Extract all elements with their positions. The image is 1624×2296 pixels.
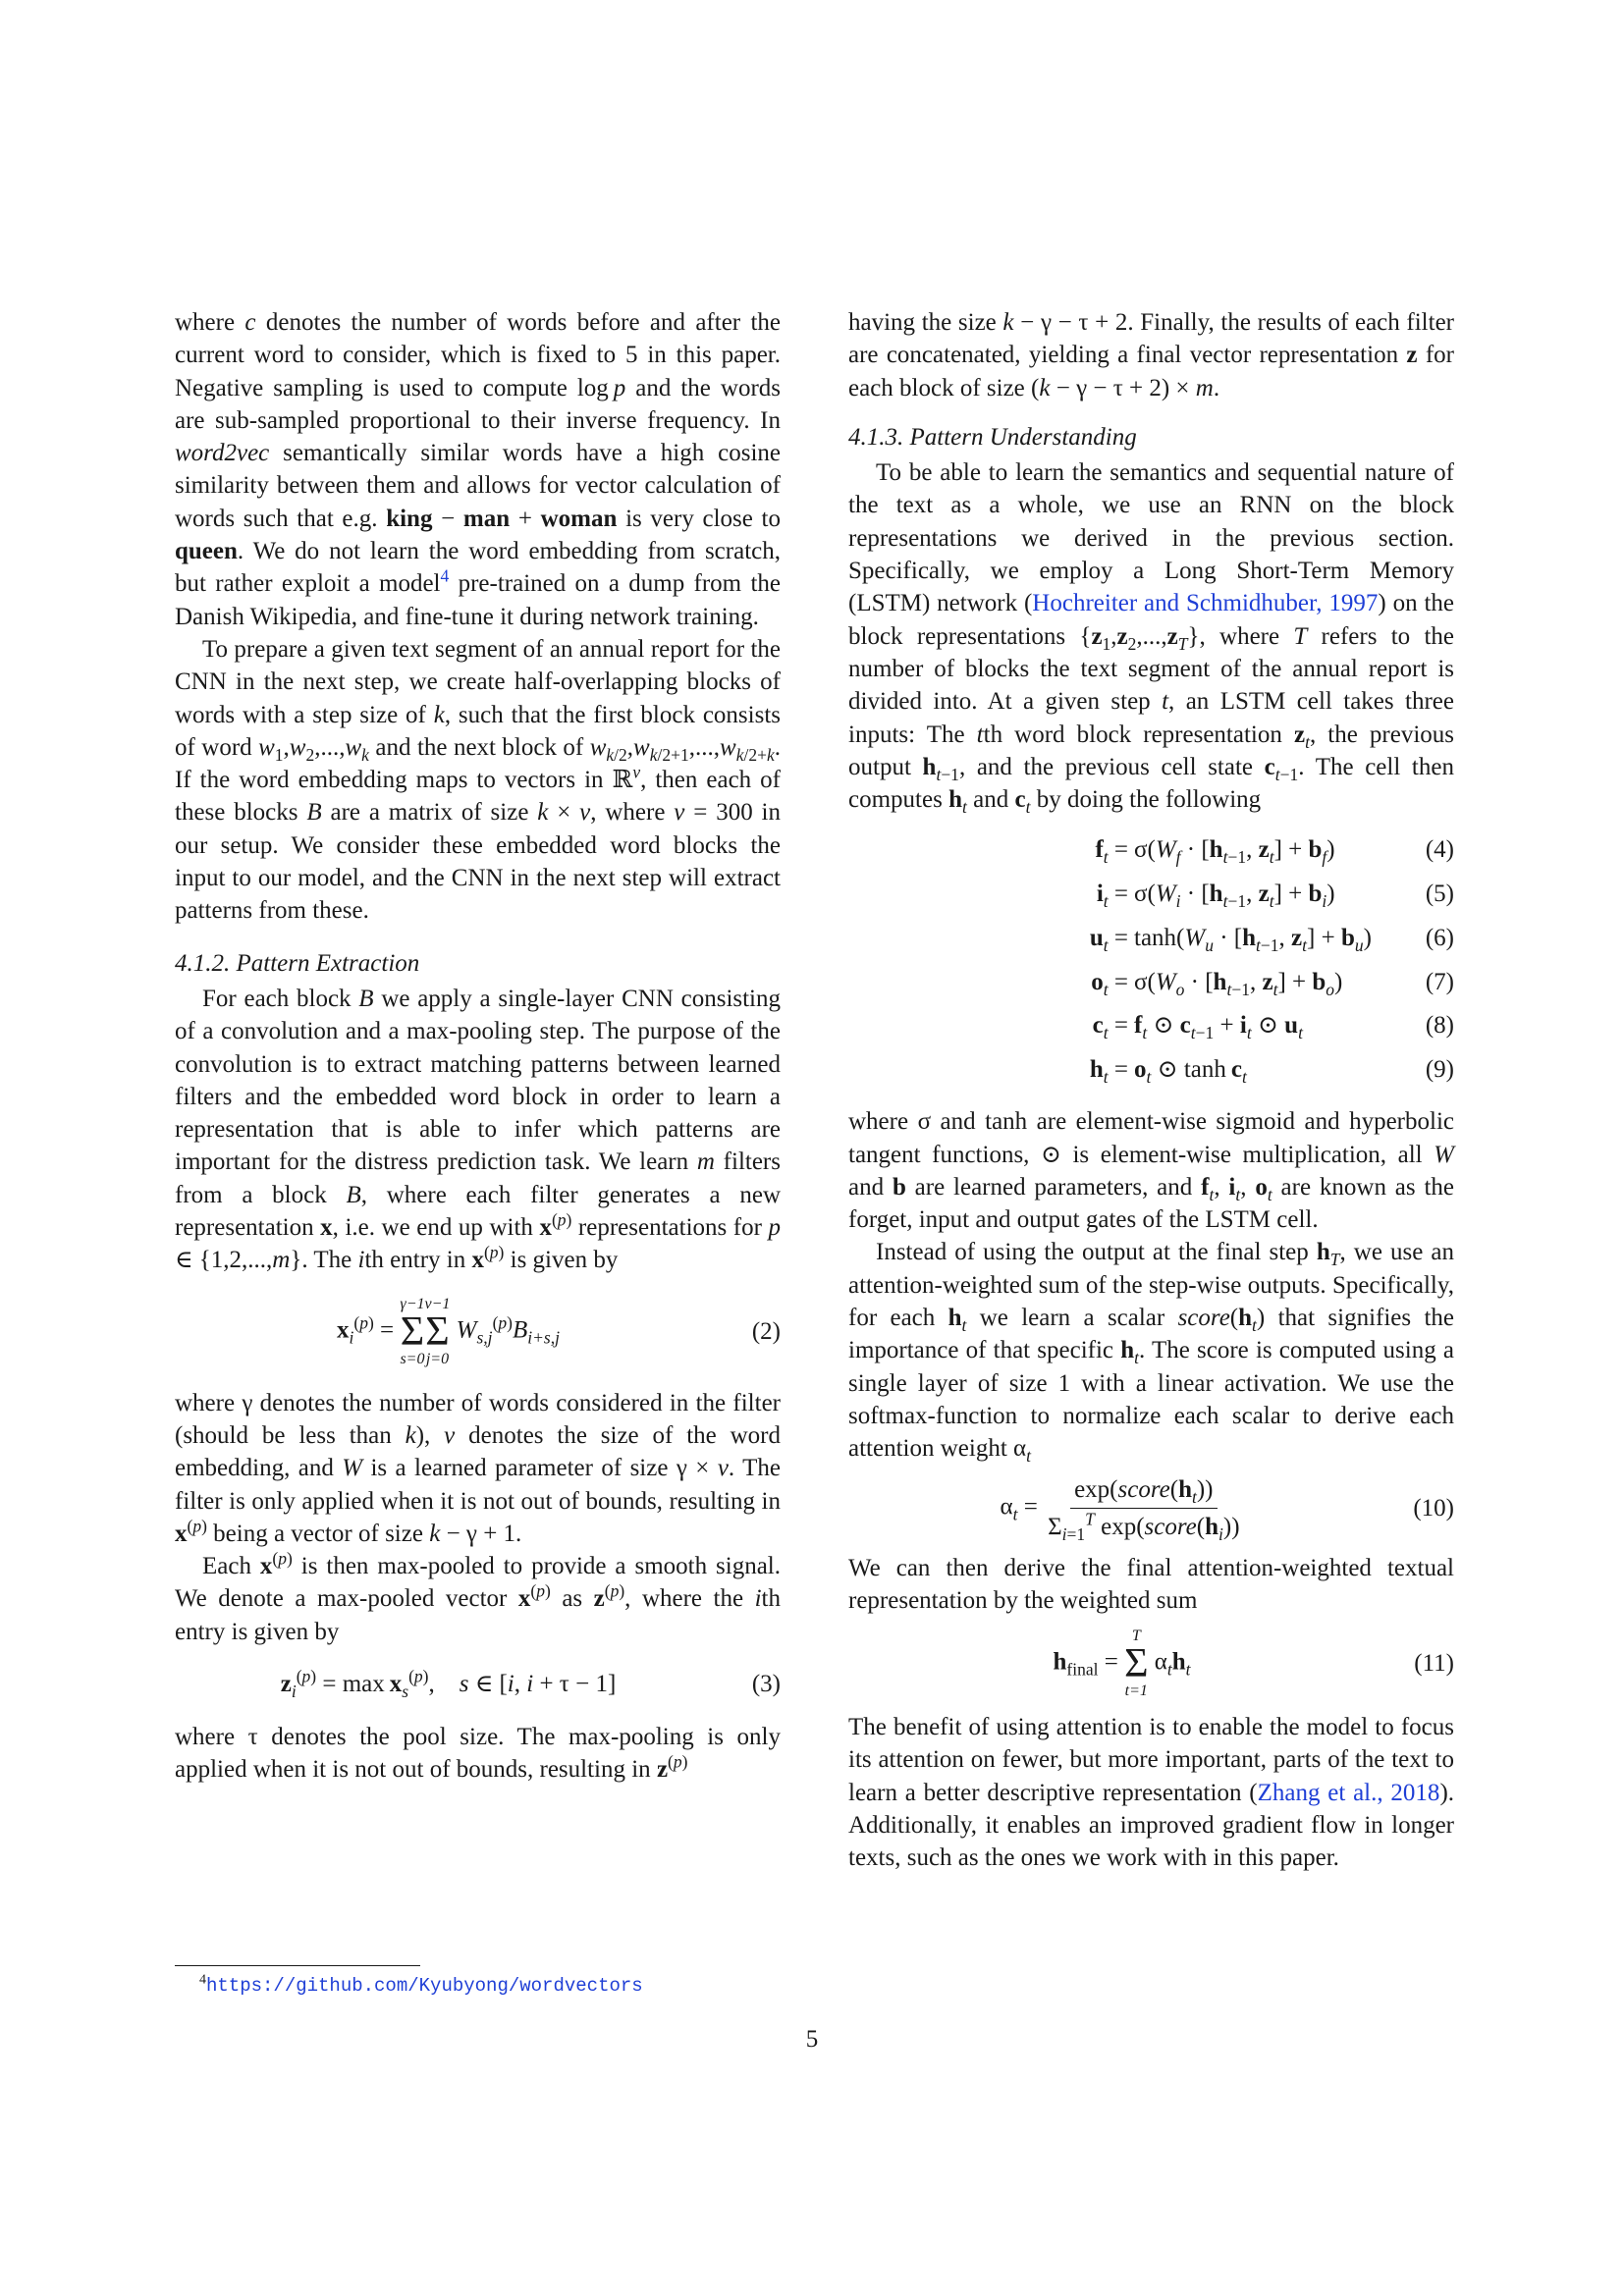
equation-number: (2) — [751, 1317, 781, 1345]
equation: $x_i^{(p)}$ = γ−1 Σ s=0 v−1 Σ j=0 $W_{s,j}^{(p)}B_{i+s,j}$ (2) — [337, 1295, 781, 1367]
equation: $i_t$ = $\sigma(W_i \cdot [h_{t-1}$, $z_t] + b_i$) (5) — [848, 872, 1454, 916]
footnote-marker[interactable]: 4 — [440, 566, 450, 587]
paragraph: Instead of using the output at the final step $h_T$, we use an attention-weighted sum of the step-wise outputs. Specifically, for each $h_t$ we learn a scalar $score(h_t)$ that signifies the importance of that specific $h_t$. The score is computed using a single layer of size 1 with a linear activation. We use the softmax-function to normalize each scalar to derive each attention weight $\alpha_t$ — [848, 1239, 1455, 1467]
lstm-equations — [848, 828, 1454, 1092]
paragraph: where γ denotes the number of words considered in the filter (should be less than k), v denotes the size of the word embedding, and W is a learned parameter of size γ × v. The filter is only applied when it is not out of bounds, resulting in $x^{(p)}$ being a vector of size k − γ + 1. — [175, 1389, 782, 1547]
equation-number: (8) — [1425, 1012, 1454, 1040]
paragraph: where σ and tanh are element-wise sigmoid and hyperbolic tangent functions, ⊙ is element-wise multiplication, all W and b are learned parameters, and $f_t$, $i_t$, $o_t$ are known as the forget, input and output gates of the LSTM cell. — [848, 1108, 1454, 1234]
equation: $h_{final}$ = T Σ t=1 $\alpha_th_t$ (11) — [1053, 1628, 1454, 1700]
paragraph: We can then derive the final attention-weighted textual representation by the weighted sum — [848, 1554, 1454, 1614]
citation-link[interactable]: Zhang et al., 2018 — [1257, 1779, 1440, 1806]
section-heading: 4.1.3. Pattern Understanding — [848, 423, 1137, 451]
paragraph: where c denotes the number of words before and after the current word to consider, which is fixed to 5 in this paper. Negative sampling is used to compute log p and the words are sub-sampled proportional to their inverse frequency. In word2vec semantically similar words have a high cosine similarity between them and allows for vector calculation of words such that e.g. king − man + woman is very close to queen. We do not learn the word embedding from scratch, but rather exploit a model$^4$ pre-trained on a dump from the Danish Wikipedia, and fine-tune it during network training. — [175, 309, 781, 630]
paragraph: For each block B we apply a single-layer CNN consisting of a convolution and a max-pooling step. The purpose of the convolution is to extract matching patterns between learned filters and the embedded word block in order to learn a representation that is able to infer which patterns are important for the distress prediction task. We learn m filters from a block B, where each filter generates a new representation x, i.e. we end up with $x^{(p)}$ representations for p ∈ {1,2,...,m}. The ith entry in $x^{(p)}$ is given by — [175, 985, 782, 1274]
equation: $o_t$ = $\sigma(W_o \cdot [h_{t-1}$, $z_t] + b_o$) (7) — [848, 960, 1454, 1004]
paragraph: having the size k − γ − τ + 2. Finally, the results of each filter are concatenated, yielding a final vector representation z for each block of size (k − γ − τ + 2) × m. — [848, 309, 1454, 401]
equation-number: (3) — [751, 1671, 781, 1698]
paragraph: Each $x^{(p)}$ is then max-pooled to provide a smooth signal. We denote a max-pooled vector $x^{(p)}$ as $z^{(p)}$, where the ith entry is given by — [175, 1548, 782, 1645]
footnote-number: 4 — [199, 1972, 206, 1988]
paragraph: To be able to learn the semantics and sequential nature of the text as a whole, we use an RNN on the block representations we derived in the previous section. Specifically, we employ a Long Short-Term Memory (LSTM) network (Hochreiter and Schmidhuber, 1997) on the block representations $\{z_1,z_2,...,z_T\}$, where T refers to the number of blocks the text segment of the annual report is divided into. At a given step t, an LSTM cell takes three inputs: The tth word block representation $z_t$, the previous output $h_{t-1}$, and the previous cell state $c_{t-1}$. The cell then computes $h_t$ and $c_t$ by doing the following — [848, 459, 1455, 818]
equation-number: (11) — [1414, 1650, 1454, 1678]
footnote-rule — [175, 1965, 420, 1966]
equation-number: (9) — [1425, 1056, 1454, 1084]
equation: $f_t$ = $\sigma(W_f \cdot [h_{t-1}$, $z_t] + b_f$) (4) — [848, 828, 1454, 872]
equation-number: (6) — [1425, 924, 1454, 951]
footnote-url[interactable]: https://github.com/Kyubyong/wordvectors — [206, 1975, 643, 1997]
equation: $u_t$ = $\tanh(W_u \cdot [h_{t-1}$, $z_t] + b_u$) (6) — [848, 916, 1454, 960]
equation: $z_i^{(p)} = \max x_s^{(p)}$, s ∈ [i, i + τ − 1] (3) — [280, 1667, 781, 1702]
paragraph: where τ denotes the pool size. The max-pooling is only applied when it is not out of bounds, resulting in $z^{(p)}$ — [175, 1723, 781, 1784]
page-number: 5 — [805, 2026, 819, 2053]
paragraph: To prepare a given text segment of an annual report for the CNN in the next step, we create half-overlapping blocks of words with a step size of k, such that the first block consists of word $w_1,w_2,...,w_k$ and the next block of $w_{k/2},w_{k/2+1},...,w_{k/2+k}$. If the word embedding maps to vectors in ℝ$^v$, then each of these blocks B are a matrix of size k × v, where v = 300 in our setup. We consider these embedded word blocks the input to our model, and the CNN in the next step will extract patterns from these. — [175, 635, 782, 925]
paragraph: The benefit of using attention is to enable the model to focus its attention on fewer, but more important, parts of the text to learn a better descriptive representation (Zhang et al., 2018). Additionally, it enables an improved gradient flow in longer texts, such as the ones we work with in this paper. — [848, 1714, 1455, 1872]
equation-number: (5) — [1425, 881, 1454, 907]
right-column — [848, 306, 1454, 1875]
left-column — [175, 306, 781, 1787]
section-heading: 4.1.2. Pattern Extraction — [175, 949, 420, 977]
citation-link[interactable]: Hochreiter and Schmidhuber, 1997 — [1032, 590, 1379, 617]
equation-number: (7) — [1425, 968, 1454, 995]
equation: $c_t$ = $f_t$ ⊙ $c_{t-1} + i_t$ ⊙ $u_t$ (8) — [848, 1004, 1454, 1048]
equation-number: (4) — [1425, 836, 1454, 864]
equation-number: (10) — [1413, 1494, 1454, 1522]
equation: $h_t$ = $o_t$ ⊙ $\tanh c_t$ (9) — [848, 1047, 1454, 1092]
equation: $\alpha_t$ = $\frac{\exp(score(h_t))}{\Sigma_{i=1}^T \exp(score(h_i))}$ (10) — [848, 1466, 1454, 1552]
footnote — [199, 1972, 643, 1997]
